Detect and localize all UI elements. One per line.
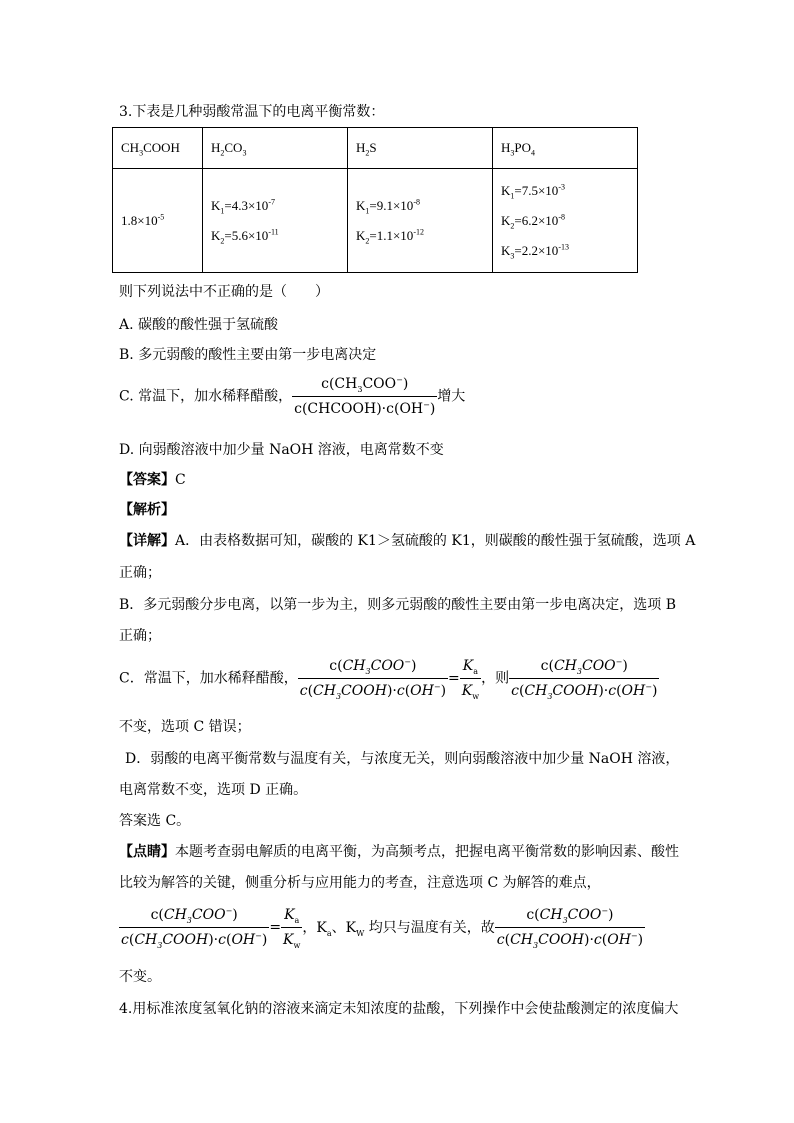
detail-d-line-2: 电离常数不变，选项 D 正确。 [119,782,308,798]
h2s-constants: $K_1=9.1\times 10^{-8}$ $K_2=1.1\times 10^{-12}$ [348,169,493,273]
header-h2s: $H_2S$ [348,128,493,169]
table-header-row [113,128,638,169]
dianjing-text-1: 本题考查弱电解质的电离平衡，为高频考点，把握电离平衡常数的影响因素、酸性 [175,844,679,860]
question-3-title: 3.下表是几种弱酸常温下的电离平衡常数： [119,104,385,120]
detail-label: 【详解】 [119,533,175,549]
detail-c-prefix: C．常温下，加水稀释醋酸， [119,670,298,687]
detail-c-end: 不变，选项 C 错误； [119,719,251,735]
detail-c-fraction-1: $\frac{c(CH_3COO^-)}{c(CH_3COOH)\cdot c(OH^-)}$ [299,657,447,701]
h2co3-constants: $K_1=4.3\times 10^{-7}$ $K_2=5.6\times 10^{-11}$ [203,169,348,273]
dianjing-line-4: 不变。 [119,969,161,985]
header-h3po4: $H_3PO_4$ [493,128,638,169]
question-4-title: 4.用标准浓度氢氧化钠的溶液来滴定未知浓度的盐酸，下列操作中会使盐酸测定的浓度偏大 [119,1001,679,1017]
dianjing-line-2: 比较为解答的关键，侧重分析与应用能力的考查，注意选项 C 为解答的难点， [119,875,601,891]
option-a: A. 碳酸的酸性强于氢硫酸 [119,317,279,333]
dianjing-fraction-1: $\frac{c(CH_3COO^-)}{c(CH_3COOH)\cdot c(OH^-)}$ [121,906,268,950]
table-values-row [113,169,638,273]
answer-line [119,470,186,490]
analysis-label: 【解析】 [119,502,175,518]
detail-c-line: C．常温下，加水稀释醋酸， $\frac{c(CH_3COO^-)}{c(CH_3COOH)\cdot c(OH^-)}$ = $\frac{K_a}{K_w}$ ，则 $\frac{c(CH_3COO^-)}{c(CH_3COOH)\cdot c(OH^-)}$ [119,657,658,701]
ch3cooh-constant: $1.8\times 10^{-5}$ [113,169,203,273]
h3po4-constants: $K_1=7.5\times 10^{-3}$ $K_2=6.2\times 10^{-8}$ $K_3=2.2\times 10^{-13}$ [493,169,638,273]
option-d: D. 向弱酸溶液中加少量 NaOH 溶液，电离常数不变 [119,442,444,458]
header-h2co3: $H_2CO_3$ [203,128,348,169]
answer-label: 【答案】 [119,472,175,488]
dianjing-line-1 [119,842,679,862]
ionization-constants-table [112,127,638,273]
header-ch3cooh: $CH_3COOH$ [113,128,203,169]
option-c-prefix: C. 常温下，加水稀释醋酸， [119,388,293,405]
detail-b-line-1: B．多元弱酸分步电离，以第一步为主，则多元弱酸的酸性主要由第一步电离决定，选项 B [119,597,677,613]
detail-c-fraction-2: $\frac{c(CH_3COO^-)}{c(CH_3COOH)\cdot c(OH^-)}$ [511,657,658,701]
detail-b-line-2: 正确； [119,628,161,644]
detail-a-line-1 [119,531,695,551]
dianjing-fraction-2: $\frac{c(CH_3COO^-)}{c(CH_3COOH)\cdot c(OH^-)}$ [496,906,644,950]
option-b: B. 多元弱酸的酸性主要由第一步电离决定 [119,347,377,363]
detail-a-line-2: 正确； [119,565,161,581]
dianjing-label: 【点睛】 [119,844,175,860]
detail-c-ka-kw: $\frac{K_a}{K_w}$ [461,658,480,701]
detail-c-mid: ，则 [481,670,510,687]
answer-value: C [175,472,186,488]
option-c [119,374,465,419]
detail-d-line-1: D．弱酸的电离平衡常数与温度有关，与浓度无关，则向弱酸溶液中加少量 NaOH 溶液， [125,751,680,767]
option-c-fraction: $\frac{c(CH_3COO^-)}{c(CHCOOH)\cdot c(OH^-)}$ [294,375,436,417]
conclusion: 答案选 C。 [119,813,191,829]
question-stem: 则下列说法中不正确的是（ ） [119,284,329,300]
dianjing-line-3: $\frac{c(CH_3COO^-)}{c(CH_3COOH)\cdot c(OH^-)}$ = $\frac{K_a}{K_w}$ ，$K_a$、$K_W$ 均只与温度有关，故 $\frac{c(CH_3COO^-)}{c(CH_3COOH)\cdot c(OH^-)}$ [121,906,644,950]
dianjing-ka-kw: $\frac{K_a}{K_w}$ [283,907,301,950]
dianjing-mid: ，$K_a$、$K_W$ 均只与温度有关，故 [302,919,495,938]
detail-a-text: A．由表格数据可知，碳酸的 K1＞氢硫酸的 K1，则碳酸的酸性强于氢硫酸，选项 A [175,533,696,549]
option-c-suffix: 增大 [437,388,466,405]
